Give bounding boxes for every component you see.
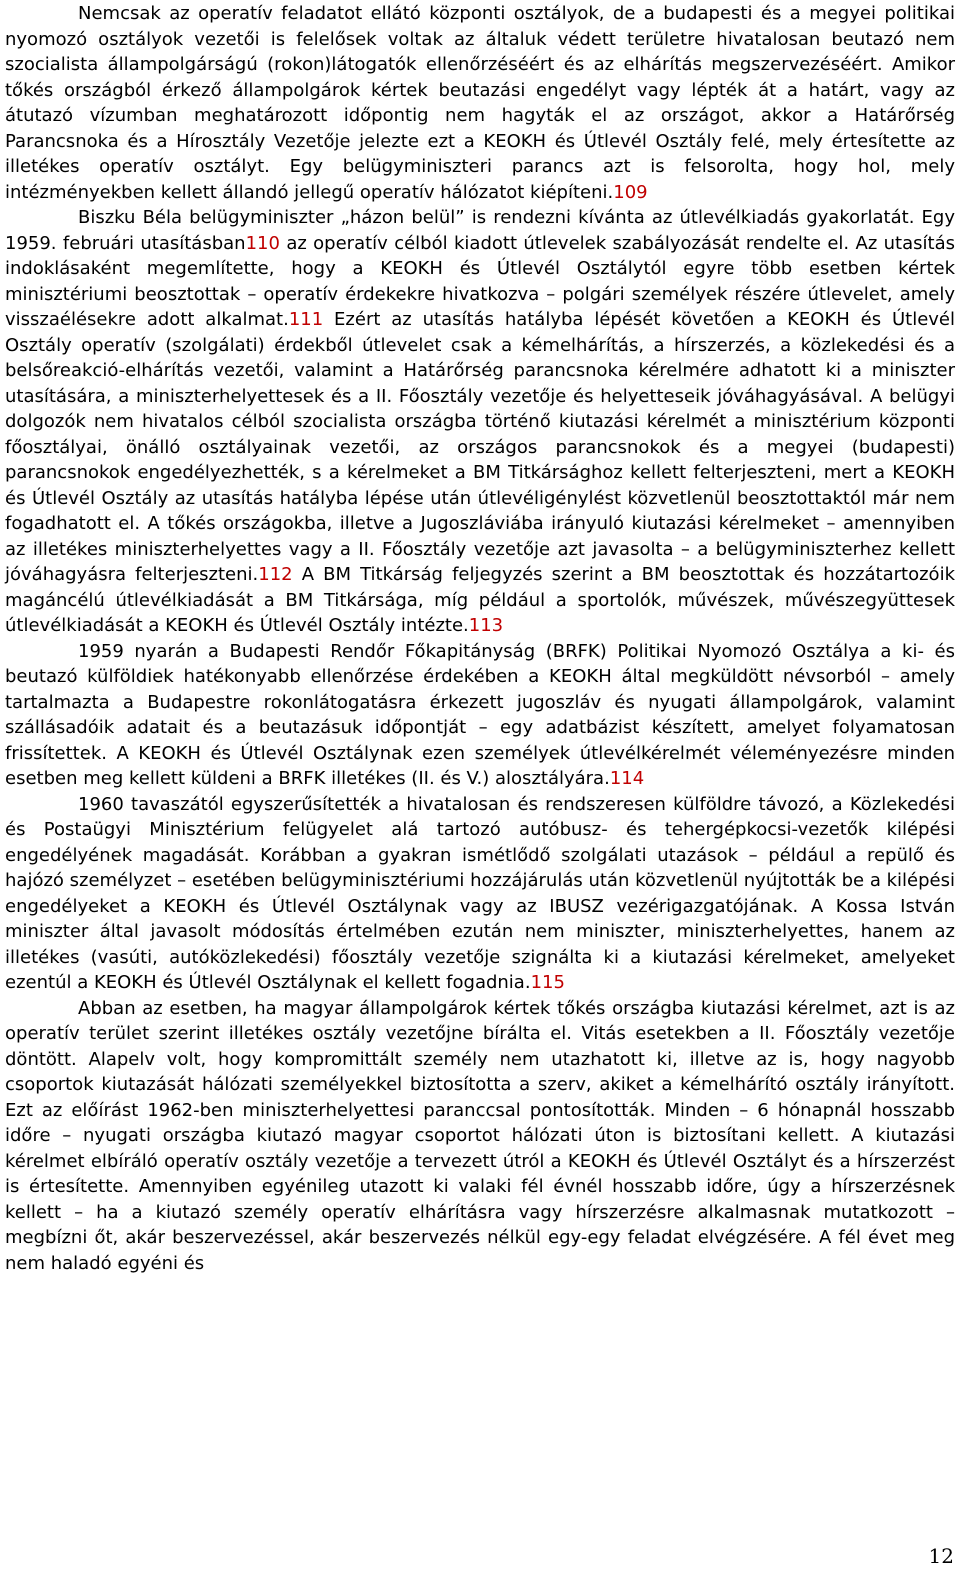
paragraph-text: Abban az esetben, ha magyar állampolgárok kértek tőkés országba kiutazási kérelmet, azt is az operatív terület szerint illetékes osztály vezetőjne bírálta el. Vitás esetekben a II. Főosztály vezetője döntött. Alapelv volt, hogy kompromittált személy nem utazhatott ki, illetve az is, hogy nagyobb csoportok kiutazását hálózati személyekkel biztosította a szerv, akiket a kémelhárító osztály irányított. Ezt az előírást 1962-ben miniszterhelyettesi paranccsal pontosították. Minden – 6 hónapnál hosszabb időre – nyugati országba kiutazó magyar csoportot hálózati úton is biztosítani kellett. A kiutazási kérelmet elbíráló operatív osztály vezetője a tervezett útról a KEOKH és Útlevél Osztályt és a hírszerzést is értesítette. Amennyiben egyénileg utazott ki valaki fél évnél hosszabb időre, úgy a hírszerzésnek kellett – ha a kiutazó személy operatív elhárításra vagy hírszerzésre alkalmasnak mutatkozott – megbízni őt, akár beszervezéssel, akár beszervezés nélkül egy-egy feladat elvégzésére. A fél évet meg nem haladó egyéni és <box>5 997 955 1274</box>
footnote-ref: 114 <box>609 768 645 789</box>
paragraph-text: Ezért az utasítás hatályba lépését követően a KEOKH és Útlevél Osztály operatív (szolgálati) érdekből útlevelet csak a kémelhárítás, a hírszerzés, a közlekedési és a belsőreakció-elhárítás vezetői, valamint a Határőrség parancsnoka kérelmére adhatott ki a miniszter utasítására, a miniszterhelyettesek és a II. Főosztály vezetője és helyetteseik jóváhagyásával. A belügyi dolgozók nem hivatalos célból szocialista országba történő kiutazási kérelmét a minisztérium központi főosztályai, önálló osztályainak vezetői, az országos parancsnokok és a megyei (budapesti) parancsnokok engedélyezhették, s a kérelmeket a BM Titkársághoz kellett felterjeszteni, mert a KEOKH és Útlevél Osztály az utasítás hatályba lépése után útlevéligénylést közvetlenül beosztottaktól már nem fogadhatott el. A tőkés országokba, illetve a Jugoszláviába irányuló kiutazási kérelmeket – amennyiben az illetékes miniszterhelyettes vagy a II. Főosztály vezetője azt javasolta – a belügyminiszterhez kellett jóváhagyásra felterjeszteni. <box>5 309 955 585</box>
paragraph-text: 1960 tavaszától egyszerűsítették a hivatalosan és rendszeresen külföldre távozó, a Közlekedési és Postaügyi Minisztérium felügyelet alá tartozó autóbusz- és tehergépkocsi-vezetők kilépési engedélyének magadását. Korábban a gyakran ismétlődő szolgálati utazások – például a repülő és hajózó személyzet – esetében belügyminisztériumi hozzájárulás után közvetlenül nyújtották be a kilépési engedélyeket a KEOKH és Útlevél Osztálynak vagy az IBUSZ vezérigazgatójának. A Kossa István miniszter által javasolt módosítás értelmében ezután nem miniszter, miniszterhelyettes, hanem az illetékes (vasúti, autóközlekedési) főosztály vezetője szignálta ki a kiutazási kérelmeket, amelyeket ezentúl a KEOKH és Útlevél Osztálynak el kellett fogadnia. <box>5 793 955 993</box>
paragraph <box>5 792 955 996</box>
paragraph-text: Nemcsak az operatív feladatot ellátó központi osztályok, de a budapesti és a megyei politikai nyomozó osztályok vezetői is felelősek voltak az általuk védett területre hivatalosan beutazó nem szocialista állampolgárságú (rokon)látogatók ellenőrzéséért és az elhárítás megszervezéséért. Amikor tőkés országból érkező állampolgárok kértek beutazási engedélyt vagy lépték át a határt, vagy az átutazó vízumban meghatározott időpontig nem hagyták el az országot, akkor a Határőrség Parancsnoka és a Hírosztály Vezetője jelezte ezt a KEOKH és Útlevél Osztály felé, mely értesítette az illetékes operatív osztályt. Egy belügyminiszteri parancs azt is felsorolta, hogy hol, mely intézményekben kellett állandó jellegű operatív hálózatot kiépíteni. <box>5 3 955 203</box>
footnote-ref: 112 <box>258 564 293 585</box>
footnote-ref: 113 <box>468 615 504 636</box>
footnote-ref: 115 <box>530 972 565 993</box>
paragraph <box>5 1 955 205</box>
paragraph-text: Biszku Béla belügyminiszter „házon belül” is rendezni kívánta az útlevélkiadás gyakorlatát. Egy 1959. februári utasításban <box>5 207 955 254</box>
paragraph <box>5 205 955 639</box>
page-number: 12 <box>928 1544 954 1568</box>
paragraph-text: A BM Titkárság feljegyzés szerint a BM beosztottak és hozzátartozóik magáncélú útlevélkiadását a BM Titkársága, míg például a sportolók, művészek, művészegyüttesek útlevélkiadását a KEOKH és Útlevél Osztály intézte. <box>5 564 955 636</box>
paragraph <box>5 996 955 1277</box>
document-body <box>5 0 955 1276</box>
paragraph-text: 1959 nyarán a Budapesti Rendőr Főkapitányság (BRFK) Politikai Nyomozó Osztálya a ki- és beutazó külföldiek hatékonyabb ellenőrzése érdekében a KEOKH által megküldött névsorból – amely tartalmazta a Budapestre rokonlátogatásra érkezett jugoszláv és nyugati állampolgárok, valamint szállásadóik adatait és a beutazásuk időpontját – egy adatbázist készített, amelyet folyamatosan frissítettek. A KEOKH és Útlevél Osztálynak ezen személyek útlevélkérelmét véleményezésre minden esetben meg kellett küldeni a BRFK illetékes (II. és V.) alosztályára. <box>5 640 955 789</box>
paragraph-text: az operatív célból kiadott útlevelek szabályozását rendelte el. Az utasítás indoklásaként megemlítette, hogy a KEOKH és Útlevél Osztálytól egyre több esetben kértek minisztériumi beosztottak – operatív érdekekre hivatkozva – polgári személyek részére útlevelet, amely visszaélésekre adott alkalmat. <box>5 232 955 330</box>
footnote-ref: 110 <box>245 232 280 254</box>
paragraph <box>5 639 955 792</box>
footnote-ref: 109 <box>613 181 648 203</box>
footnote-ref: 111 <box>288 309 324 330</box>
